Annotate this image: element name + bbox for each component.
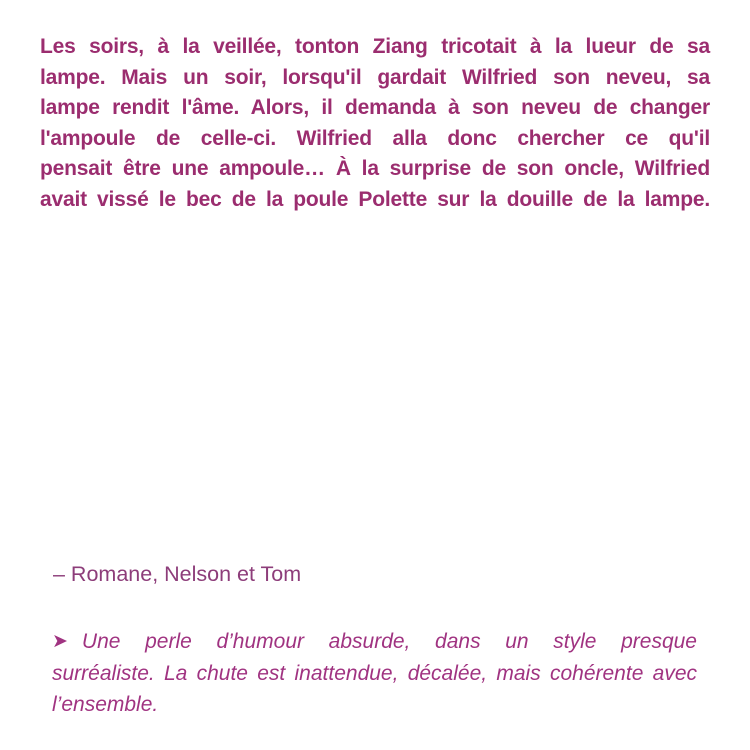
- review-paragraph: [52, 626, 697, 720]
- story-line: pensait être une ampoule… À la surprise de son oncle, Wilfried: [40, 157, 710, 180]
- attribution: – Romane, Nelson et Tom: [53, 562, 302, 586]
- story-line: Les soirs, à la veillée, tonton Ziang tricotait à la lueur de sa: [40, 35, 710, 58]
- story-line: lampe rendit l'âme. Alors, il demanda à son neveu de changer: [40, 96, 710, 119]
- story-paragraph: [40, 32, 710, 215]
- review-line-text: Une perle d’humour absurde, dans un style presque: [81, 630, 697, 653]
- story-line: lampe. Mais un soir, lorsqu'il gardait Wilfried son neveu, sa: [40, 65, 710, 89]
- review-line: surréaliste. La chute est inattendue, décalée, mais cohérente avec: [52, 662, 697, 685]
- arrow-right-icon: ➤: [52, 630, 68, 652]
- review-line: [52, 626, 697, 658]
- review-line: l’ensemble.: [52, 693, 159, 716]
- story-line: l'ampoule de celle-ci. Wilfried alla donc chercher ce qu'il: [40, 126, 710, 150]
- story-line: avait vissé le bec de la poule Polette sur la douille de la lampe.: [40, 187, 710, 211]
